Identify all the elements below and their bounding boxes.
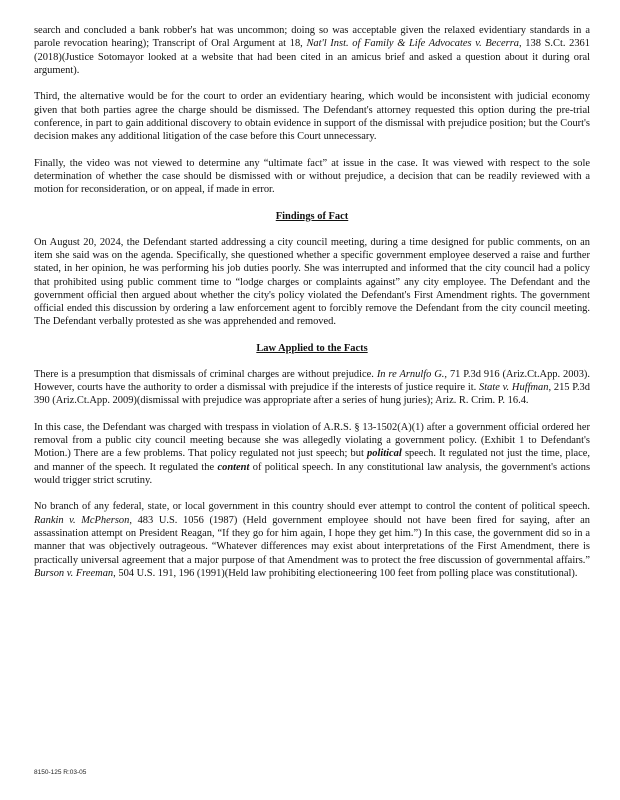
text-run: , 71 P.3d 916 (Ariz.Ct.App. 2003). However, courts have the authority to order a dismissal with prejudice if the interests of justice require it. (34, 368, 591, 393)
case-citation: Nat'l Inst. of Family & Life Advocates v. Becerra (306, 38, 519, 50)
case-citation: State v. Huffman (479, 381, 549, 393)
case-citation: Rankin v. McPherson (34, 514, 130, 526)
emphasized-word: political (367, 448, 402, 460)
emphasized-word: content (217, 461, 250, 473)
text-run: In this case, the Defendant was charged with trespass in violation of A.R.S. § 13-1502(A)(1) after a government official ordered her removal from a public city council meeting because she was allegedly violating a government policy. (Exhibit 1 to Defendant's Motion.) There are a few problems. That policy regulated not just speech; but (34, 421, 590, 460)
text-run: There is a presumption that dismissals of criminal charges are without prejudice. (34, 368, 377, 380)
paragraph-political-speech (34, 500, 590, 580)
text-run: speech. It regulated not just the time, place, and manner of the speech. It regulated the (34, 448, 590, 473)
paragraph-third-evidentiary-hearing (34, 90, 590, 143)
text-run: Finally, the video was not viewed to determine any “ultimate fact” at issue in the case. It was viewed with respect to the sole determination of whether the case should be dismissed with or without prejudice, a decision that can be readily reviewed with a motion for reconsideration, or on appeal, if made in error. (34, 157, 590, 196)
form-number: 8150-125 R:03-05 (34, 769, 87, 776)
text-run: of political speech. In any constitutional law analysis, the government's actions would trigger strict scrutiny. (34, 461, 591, 486)
text-run: Third, the alternative would be for the court to order an evidentiary hearing, which would be inconsistent with judicial economy given that both parties agree the charge should be dismissed. The Defendant's attorney requested this option during the pre-trial conference, in part to gain additional discovery to obtain evidence in support of the dismissal with prejudice position; but the Court's decision makes any additional litigation of the case before this Court unnecessary. (34, 91, 590, 143)
paragraph-presumption-without-prejudice (34, 368, 590, 408)
text-run: , 138 S.Ct. 2361 (2018)(Justice Sotomayor looked at a website that had been cited in an amicus brief and asked a question about it during oral argument). (34, 38, 590, 76)
text-run: On August 20, 2024, the Defendant started addressing a city council meeting, during a time designed for public comments, on an item she said was on the agenda. Specifically, she questioned whether a specific government employee deserved a raise and further stated, in her opinion, he was performing his job duties poorly. She was interrupted and informed that the city council had a policy that prohibited using public comment time to “lodge charges or complaints against” any city employee. The Defendant and the government official then argued about whether the city's policy violated the Defendant's First Amendment rights. The government official ended this discussion by ordering a law enforcement agent to forcibly remove the Defendant from the city council meeting. The Defendant verbally protested as she was apprehended and removed. (34, 236, 590, 328)
text-run: , 483 U.S. 1056 (1987) (Held government employee should not have been fired for saying, after an assassination attempt on President Reagan, “If they go for him again, I hope they get him.”) In this case, the government did so in a manner that was objectively outrageous. “Whatever differences may exist about interpretations of the First Amendment, there is practically universal agreement that a major purpose of that Amendment was to protect the free discussion of governmental affairs.” (34, 514, 590, 566)
heading-findings-of-fact: Findings of Fact (275, 210, 349, 222)
text-run: , 504 U.S. 191, 196 (1991)(Held law prohibiting electioneering 100 feet from polling place was constitutional). (113, 567, 578, 579)
paragraph-finally-video (34, 157, 590, 197)
paragraph-parole-hearing-citation (34, 24, 590, 77)
paragraph-findings-august-2024 (34, 236, 590, 329)
text-run: , 215 P.3d 390 (Ariz.Ct.App. 2009)(dismissal with prejudice was appropriate after a series of hung juries); Ariz. R. Crim. P. 16.4. (34, 381, 590, 407)
case-citation: Burson v. Freeman (34, 567, 114, 579)
case-citation: In re Arnulfo G. (376, 368, 445, 380)
text-run: search and concluded a bank robber's hat was uncommon; doing so was acceptable given the relaxed evidentiary standards in a parole revocation hearing); Transcript of Oral Argument at 18, (34, 25, 590, 50)
text-run: No branch of any federal, state, or local government in this country should ever attempt to control the content of political speech. (34, 501, 590, 513)
heading-law-applied: Law Applied to the Facts (256, 342, 368, 354)
paragraph-trespass-charge (34, 421, 590, 487)
